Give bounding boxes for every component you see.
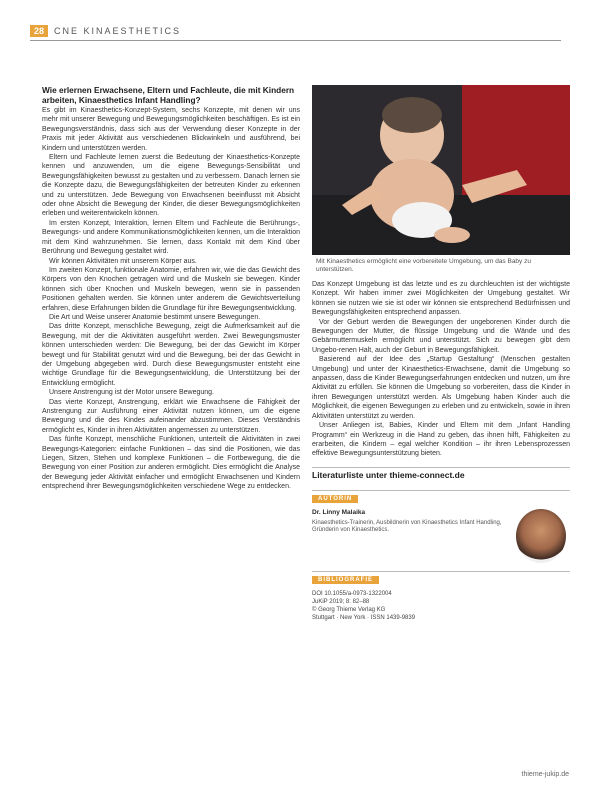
bibliography-badge: BIBLIOGRAFIE bbox=[312, 576, 379, 584]
body-paragraph: Die Art und Weise unserer Anatomie bestimmt unsere Bewegungen. bbox=[49, 313, 261, 321]
body-paragraph: Das fünfte Konzept, menschliche Funktionen, unterteilt die Aktivitäten in zwei Bewegungs-Kategorien: einfache Funktionen – das sind die Positionen, wie das Liegen, Sitzen, Stehen und komplexe Funktionen – die Fortbewegung, die die Bewegung von einer Position zur anderen ermöglicht. Dies ermöglicht die Analyse der Bewegung jeder Aktivität einfacher und ermöglicht Erwachsenen und Kindern entsprechend ihrer Bewegungsmöglichkeiten verschiedene Wege zu entdecken. bbox=[42, 436, 300, 491]
article-headline: Wie erlernen Erwachsene, Eltern und Fachleute, die mit Kindern arbeiten, Kinaesthetics Infant Handling? bbox=[42, 85, 295, 105]
body-paragraph: Vor der Geburt werden die Bewegungen der ungeborenen Kinder durch die Bewegungen der Mutter, die flüssige Umgebung und die Wände und des Gebärmuttermuskeln ermöglicht und unterstützt. Sich zu bewegen gibt dem Ungebo-renen Halt, auch der Geburt in Bewegungsfähigkeit. bbox=[312, 318, 570, 354]
author-avatar bbox=[516, 509, 566, 563]
body-paragraph: Unsere Anstrengung ist der Motor unsere Bewegung. bbox=[49, 389, 214, 397]
author-description: Kinaesthetics-Trainerin, Ausbildnerin von Kinaesthetics Infant Handling, Gründerin von Kinaesthetics. bbox=[312, 519, 502, 534]
body-paragraph: Das vierte Konzept, Anstrengung, erklärt wie Erwachsene die Fähigkeit der Anstrengung zur Ausführung einer Aktivität nutzen können, um die eigene Bewegung und die des Kindes aufeinander abzustimmen. Dieses Verständnis ermöglicht es, Kinder in ihren Aktivitäten angemessen zu unterstützen. bbox=[42, 398, 300, 434]
running-header bbox=[30, 24, 181, 38]
literature-link[interactable]: Literaturliste unter thieme-connect.de bbox=[312, 467, 570, 480]
bib-line: DOI 10.1055/a-0973-1322004 bbox=[312, 590, 392, 597]
body-paragraph: Im ersten Konzept, Interaktion, lernen Eltern und Fachleute die Berührungs-, Bewegungs- und andere Kommunikationsmöglichkeiten kennen, um die Interaktion mit dem Kind wahrzunehmen. Sie lernen, dass Kontakt mit dem Kind über Berührung und Bewegung gestaltet wird. bbox=[42, 219, 300, 256]
body-paragraph: Wir können Aktivitäten mit unserem Körper aus. bbox=[49, 257, 197, 265]
body-paragraph: Das Konzept Umgebung ist das letzte und es zu durchleuchten ist der wichtigste Konzept. Wir haben immer zwei Möglichkeiten der Umgebung gestaltet. Wir können sie nutzen wie sie ist oder wir können sie entsprechend Bedürfnissen und Bewegungsfähigkeiten entsprechend anpassen. bbox=[312, 281, 570, 317]
left-column bbox=[42, 85, 300, 492]
body-paragraph: Unser Anliegen ist, Babies, Kinder und Eltern mit dem „Infant Handling Programm“ ein Werkzeug in die Hand zu geben, das ihnen hilft, Fähigkeiten zu erarbeiten, die Kindern – egal welcher Kondition – ihr ihren Lebensprozessen effektive Bewegungsunterstützung bieten. bbox=[312, 422, 570, 458]
author-badge: AUTORIN bbox=[312, 495, 358, 503]
photo-caption: Mit Kinaesthetics ermöglicht eine vorbereitete Umgebung, um das Baby zu unterstützen. bbox=[316, 258, 531, 273]
bib-line: Stuttgart · New York · ISSN 1439-9839 bbox=[312, 614, 416, 621]
body-paragraph: Es gibt im Kinaesthetics-Konzept-System, sechs Konzepte, mit denen wir uns mehr mit unserer Bewegung und Bewegungsmöglichkeiten beschäftigen. Es ist ein Bewegungsverständnis, dass sich aus der Verwendung dieser Konzepte in der Praxis mit jeder Aktivität aus verschiedenen Blickwinkeln und ausführend, bei Kindern und unterstützen werden. bbox=[42, 107, 300, 152]
section-label: CNE KINAESTHETICS bbox=[54, 26, 182, 36]
author-box bbox=[312, 509, 570, 561]
right-column bbox=[312, 85, 570, 622]
bib-line: JuKiP 2019; 8: 82–88 bbox=[312, 598, 370, 605]
body-paragraph: Im zweiten Konzept, funktionale Anatomie, erfahren wir, wie die das Gewicht des Körpers von den Knochen getragen wird und die Muskeln sie bewegen. Kinder können sich über Knochen und Muskeln bewegen, wenn sie in passenden Positionen gehalten werden. Sie können unter anderem die Gewichtsverteilung erfahren, diese Erfahrungen bilden die Grundlage für ihre Bewegungsentwicklung. bbox=[42, 266, 300, 312]
body-paragraph: Basierend auf der Idee des „Startup Gestaltung“ (Menschen gestalten Umgebung) und unter der Kinaesthetics-Erwachsene, damit die Umgebung so anpassen, dass die Kinder Bewegungserfahrungen entdecken und nutzen, um ihre Aktivität zu erfüllen. Sie können die Umgebung so vorbereiten, dass die Kinder in ihren Bewegungen unterstützt werden. Als Umgebung haben Kinder auch die Möglichkeit, die eigenen Bewegungen zu erleben und zu entwickeln, sowie in ihren Aktivitäten unterstützt zu werden. bbox=[312, 356, 570, 420]
bibliography-header bbox=[312, 571, 570, 584]
bibliography bbox=[312, 590, 570, 622]
body-paragraph: Eltern und Fachleute lernen zuerst die Bedeutung der Kinaesthetics-Konzepte kennen und anzuwenden, um die eigene Bewegungs-Sensibilität und Bewegungsfähigkeiten bewusst zu gestalten und zu verbessern. Danach lernen sie die Konzepte dazu, die Bewegungsfähigkeiten der betreuten Kinder zu erkennen und zu unterstützen. Jede Bewegung von Erwachsenen beeinflusst mit Absicht oder ohne Absicht die Bewegung der Kinder, die dieser Bewegungsmöglichkeiten erleben und weiterentwickeln können. bbox=[42, 154, 300, 218]
baby-illustration bbox=[312, 85, 570, 255]
author-name: Dr. Linny Malaika bbox=[312, 508, 366, 516]
footer-url: thieme-jukip.de bbox=[521, 771, 569, 778]
page-badge: 28 bbox=[30, 25, 48, 37]
author-box-header bbox=[312, 490, 570, 503]
bib-line: © Georg Thieme Verlag KG bbox=[312, 606, 386, 613]
baby-photo bbox=[312, 85, 570, 255]
body-paragraph: Das dritte Konzept, menschliche Bewegung, zeigt die Aufmerksamkeit auf die Bewegung, mit der die Aktivitäten ausgeführt werden. Zwei Bewegungsmuster können unterschieden werden: Die Bewegung, bei der das Gewicht im Körper bewegt und für Stabilität genutzt wird und die Bewegung, bei der das Gewicht in der Umgebung abgegeben wird. Durch diese Bewegungsmuster entsteht eine wichtige Grundlage für die Bewegungsentwicklung, die Unterstützung bei der Entwicklung ermöglicht. bbox=[42, 323, 300, 387]
header-rule bbox=[30, 40, 561, 41]
